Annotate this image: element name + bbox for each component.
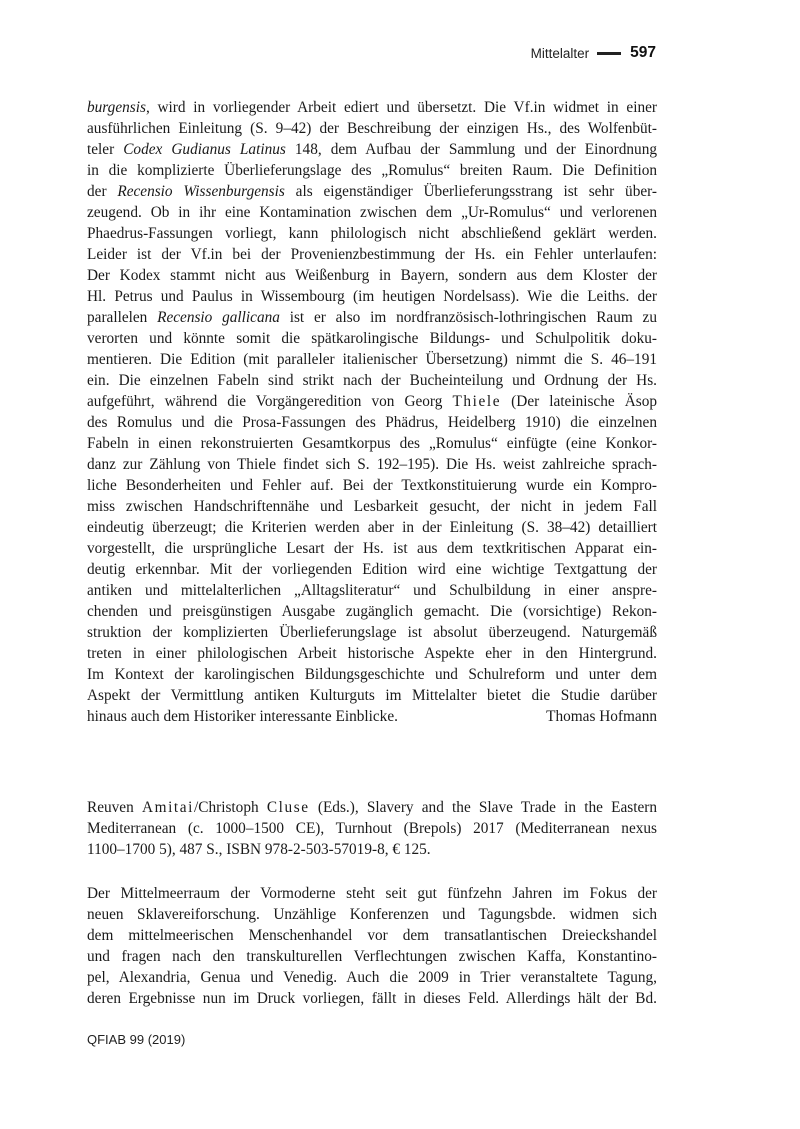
text-line: Hl. Petrus und Paulus in Wissembourg (im heutigen Nordelsass). Wie die Leiths. der (87, 288, 657, 305)
text-line: Leider ist der Vf.in bei der Provenienzbestimmung der Hs. ein Fehler unterlaufen: (87, 246, 657, 263)
reviewer-signature: Thomas Hofmann (546, 708, 657, 725)
text-line: Fabeln in einen rekonstruierten Gesamtkorpus des „Romulus“ einfügte (eine Konkor- (87, 435, 657, 452)
text-line: danz zur Zählung von Thiele findet sich S. 192–195). Die Hs. weist zahlreiche sprach- (87, 456, 657, 473)
page-number: 597 (630, 44, 656, 61)
text-line: hinaus auch dem Historiker interessante Einblicke. (87, 708, 398, 725)
section-title: Mittelalter (530, 45, 590, 61)
bibliography-entry (87, 797, 657, 860)
text-line-with-signature (87, 706, 657, 727)
running-header (531, 44, 656, 62)
text-line: neuen Sklavereiforschung. Unzählige Konferenzen und Tagungsbde. widmen sich (87, 906, 657, 923)
text-line: Der Mittelmeerraum der Vormoderne steht seit gut fünfzehn Jahren im Fokus der (87, 885, 657, 902)
text-line: Mediterranean (c. 1000–1500 CE), Turnhout (Brepols) 2017 (Mediterranean nexus (87, 820, 657, 837)
text-line: deutig erkennbar. Mit der vorliegenden Edition wird eine wichtige Textgattung der (87, 561, 657, 578)
text-line: dem mittelmeerischen Menschenhandel vor dem transatlantischen Dreieckshandel (87, 927, 657, 944)
text-line: burgensis, wird in vorliegender Arbeit ediert und übersetzt. Die Vf.in widmet in einer (87, 99, 657, 116)
text-line: Aspekt der Vermittlung antiken Kulturguts im Mittelalter bietet die Studie darüber (87, 687, 657, 704)
text-line: mentieren. Die Edition (mit paralleler italienischer Übersetzung) nimmt die S. 46–191 (87, 351, 657, 368)
header-rule (597, 52, 621, 55)
text-line: pel, Alexandria, Genua und Venedig. Auch die 2009 in Trier veranstaltete Tagung, (87, 969, 657, 986)
text-line: und fragen nach den transkulturellen Verflechtungen zwischen Kaffa, Konstantino- (87, 948, 657, 965)
text-line: teler Codex Gudianus Latinus 148, dem Aufbau der Sammlung und der Einordnung (87, 141, 657, 158)
journal-footer: QFIAB 99 (2019) (87, 1032, 186, 1047)
text-line: aufgeführt, während die Vorgängeredition von Georg Thiele (Der lateinische Äsop (87, 393, 658, 410)
text-line: ein. Die einzelnen Fabeln sind strikt nach der Bucheinteilung und Ordnung der Hs. (87, 372, 657, 389)
review-thiele-text (87, 97, 657, 727)
text-line: Der Kodex stammt nicht aus Weißenburg in Bayern, sondern aus dem Kloster der (87, 267, 657, 284)
text-line: treten in einer philologischen Arbeit historische Aspekte eher in den Hintergrund. (87, 645, 657, 662)
author-surname: Cluse (266, 799, 310, 816)
text-line: antiken und mittelalterlichen „Alltagsliteratur“ und Schulbildung in einer anspre- (87, 582, 657, 599)
text-line: in die komplizierte Überlieferungslage des „Romulus“ breiten Raum. Die Definition (87, 162, 657, 179)
text-line: des Romulus und die Prosa-Fassungen des Phädrus, Heidelberg 1910) die einzelnen (87, 414, 657, 431)
review-slavery-text (87, 883, 657, 1009)
text-line: Im Kontext der karolingischen Bildungsgeschichte und Schulreform und unter dem (87, 666, 657, 683)
text-line: Reuven Amitai/Christoph Cluse (Eds.), Slavery and the Slave Trade in the Eastern (87, 799, 658, 816)
text-line: chenden und preisgünstigen Ausgabe zugänglich gemacht. Die (vorsichtige) Rekon- (87, 603, 657, 620)
text-line: ausführlichen Einleitung (S. 9–42) der Beschreibung der einzigen Hs., des Wolfenbüt- (87, 120, 657, 137)
author-surname: Amitai (141, 799, 195, 816)
text-line: struktion der komplizierten Überlieferungslage ist absolut überzeugend. Naturgemäß (87, 624, 657, 641)
text-line: 1100–1700 5), 487 S., ISBN 978-2-503-57019-8, € 125. (87, 841, 431, 858)
text-line: der Recensio Wissenburgensis als eigenständiger Überlieferungsstrang ist sehr über- (87, 183, 658, 200)
text-line: zeugend. Ob in ihr eine Kontamination zwischen dem „Ur-Romulus“ und verlorenen (87, 204, 657, 221)
text-line: vorgestellt, die ursprüngliche Lesart der Hs. ist aus dem textkritischen Apparat ein- (87, 540, 657, 557)
text-line: parallelen Recensio gallicana ist er also im nordfranzösisch-lothringischen Raum zu (87, 309, 657, 326)
text-line: verorten und könnte somit die spätkarolingische Bildungs- und Schulpolitik doku- (87, 330, 657, 347)
text-line: Phaedrus-Fassungen vorliegt, kann philologisch nicht abschließend geklärt werden. (87, 225, 657, 242)
text-line: eindeutig überzeugt; die Kriterien werden aber in der Einleitung (S. 38–42) detailliert (87, 519, 657, 536)
text-line: liche Besonderheiten und Fehler auf. Bei der Textkonstituierung wurde ein Kompro- (87, 477, 657, 494)
text-line: deren Ergebnisse nun im Druck vorliegen, fällt in dieses Feld. Allerdings hält der Bd. (87, 990, 657, 1007)
text-line: miss zwischen Handschriftennähe und Lesbarkeit gesucht, der nicht in jedem Fall (87, 498, 657, 515)
